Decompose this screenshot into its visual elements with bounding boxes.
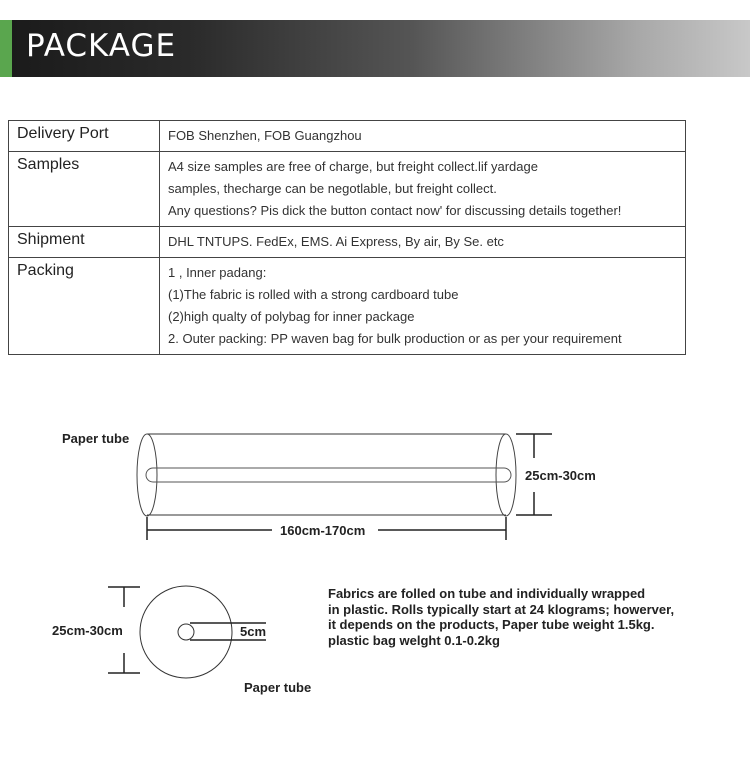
row-value-line: DHL TNTUPS. FedEx, EMS. Ai Express, By air, By Se. etc bbox=[168, 234, 504, 249]
row-value-line: samples, thecharge can be negotlable, but freight collect. bbox=[168, 181, 497, 196]
tube-left-end bbox=[137, 434, 157, 516]
end-diameter-label: 25cm-30cm bbox=[52, 623, 123, 638]
description-line: in plastic. Rolls typically start at 24 klograms; howerver, bbox=[328, 601, 675, 617]
row-value-line: FOB Shenzhen, FOB Guangzhou bbox=[168, 128, 362, 143]
core-label: 5cm bbox=[240, 624, 267, 639]
row-label: Shipment bbox=[9, 227, 160, 258]
row-value-line: Any questions? Pis dick the button contact now' for discussing details together! bbox=[168, 203, 622, 218]
tube-end-view bbox=[52, 586, 311, 695]
row-label: Packing bbox=[9, 258, 160, 355]
core-circle bbox=[178, 624, 194, 640]
paper-tube-core bbox=[146, 468, 511, 482]
row-value-line: (2)high qualty of polybag for inner package bbox=[168, 309, 415, 324]
row-value-line: 2. Outer packing: PP waven bag for bulk production or as per your requirement bbox=[168, 331, 622, 346]
row-value-line: 1 , Inner padang: bbox=[168, 265, 267, 280]
tube-side-view bbox=[62, 431, 596, 540]
end-paper-tube-label: Paper tube bbox=[244, 680, 312, 695]
row-value-line: A4 size samples are free of charge, but freight collect.lif yardage bbox=[168, 159, 538, 174]
row-label: Delivery Port bbox=[9, 121, 160, 152]
packaging-description bbox=[328, 586, 738, 648]
description-line: Fabrics are folled on tube and individually wrapped bbox=[328, 586, 646, 601]
length-label: 160cm-170cm bbox=[280, 523, 366, 538]
description-line: plastic bag welght 0.1-0.2kg bbox=[328, 632, 500, 648]
tube-right-end bbox=[496, 434, 516, 516]
page-title: PACKAGE bbox=[26, 28, 177, 64]
roll-circle bbox=[140, 586, 232, 678]
row-label: Samples bbox=[9, 152, 160, 227]
diameter-label: 25cm-30cm bbox=[525, 468, 596, 483]
row-value-line: (1)The fabric is rolled with a strong cardboard tube bbox=[168, 287, 459, 302]
description-line: it depends on the products, Paper tube weight 1.5kg. bbox=[328, 617, 655, 632]
paper-tube-label: Paper tube bbox=[62, 431, 130, 446]
